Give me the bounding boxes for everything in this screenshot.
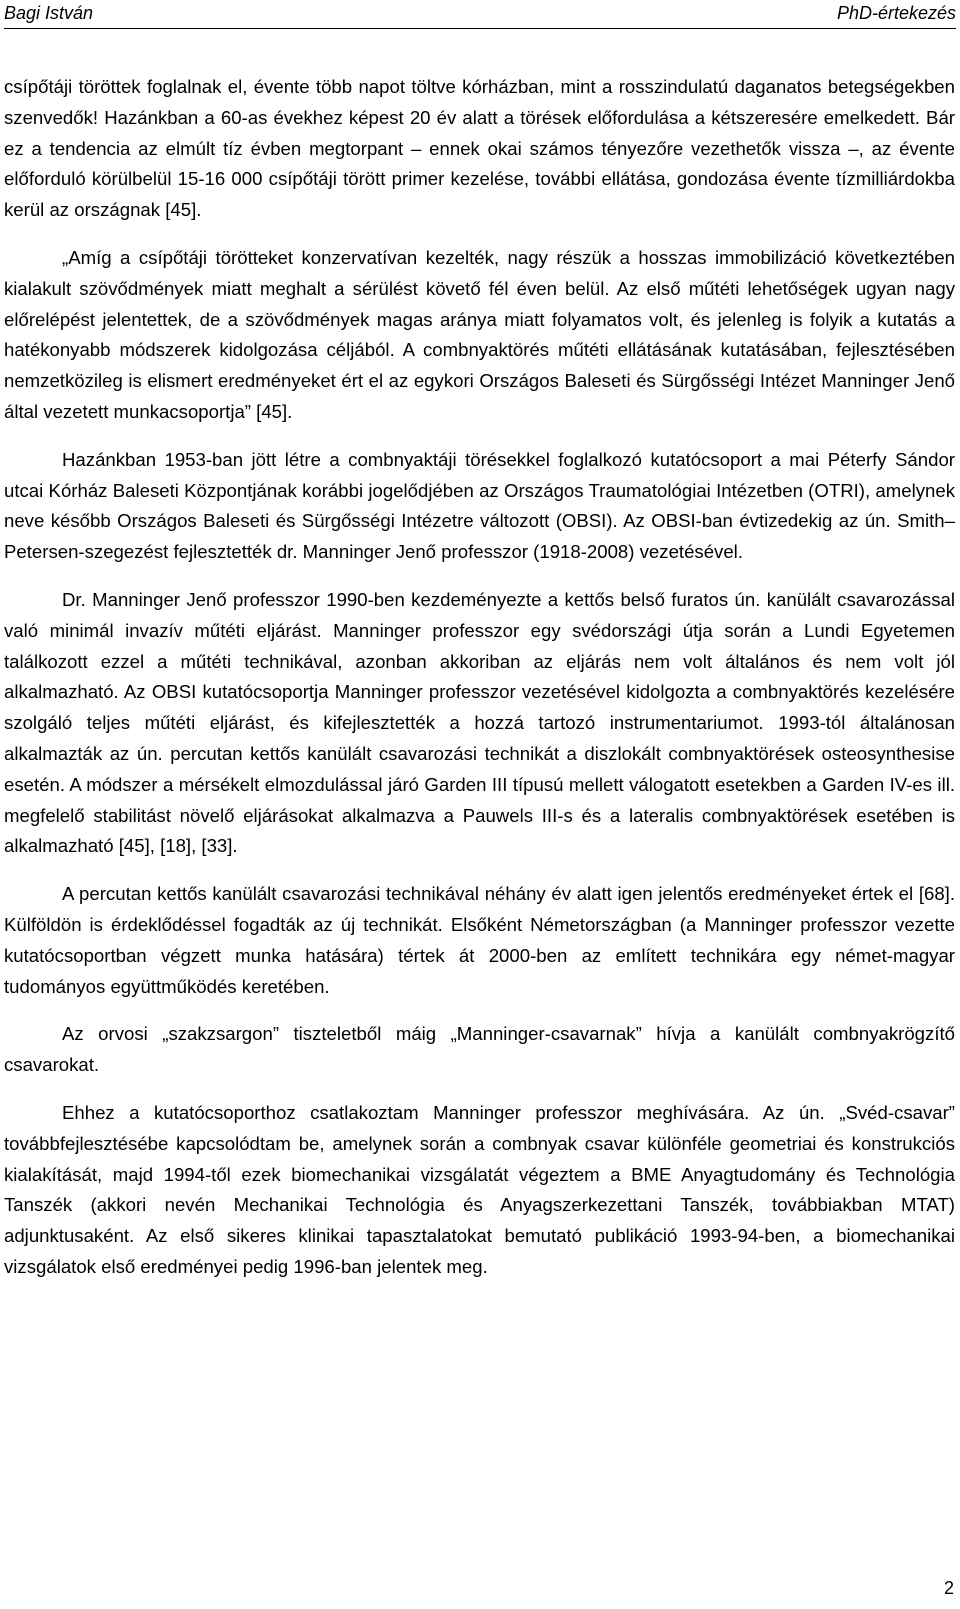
paragraph-jargon: Az orvosi „szakzsargon” tiszteletből máig „Manninger-csavarnak” hívja a kanülált combnyakrögzítő csavarokat.	[4, 1023, 955, 1076]
paragraph-continuation: csípőtáji töröttek foglalnak el, évente több napot töltve kórházban, mint a rosszindulatú daganatos betegségekben szenvedők! Hazánkban a 60-as évekhez képest 20 év alatt a törések előfordulása a kétszeresére emelkedett. Bár ez a tendencia az elmúlt tíz évben megtorpant – ennek okai számos tényezőre vezethetők vissza –, az évente előforduló körülbelül 15-16 000 csípőtáji törött primer kezelése, további ellátása, gondozása évente tízmilliárdokba kerül az országnak [45].	[4, 76, 955, 221]
running-header	[4, 0, 956, 29]
paragraph-quote: „Amíg a csípőtáji törötteket konzervatívan kezelték, nagy részük a hosszas immobilizáció következtében kialakult szövődmények miatt meghalt a sérülést követő fél éven belül. Az első műtéti lehetőségek ugyan nagy előrelépést jelentettek, de a szövődmények magas aránya miatt folyamatos volt, és jelenleg is folyik a kutatás a hatékonyabb módszerek kidolgozása céljából. A combnyaktörés műtéti ellátásának kutatásában, fejlesztésében nemzetközileg is elismert eredményeket ért el az egykori Országos Baleseti és Sürgősségi Intézet Manninger Jenő által vezetett munkacsoportja” [45].	[4, 246, 955, 422]
paragraph-results: A percutan kettős kanülált csavarozási technikával néhány év alatt igen jelentős eredményeket értek el [68]. Külföldön is érdeklődéssel fogadták az új technikát. Elsőként Németországban (a Manninger professzor vezette kutatócsoportban végzett munka hatására) tértek át 2000-ben az említett technikára egy német-magyar tudományos együttműködés keretében.	[4, 883, 955, 997]
paragraph-cannulated-screw: Dr. Manninger Jenő professzor 1990-ben kezdeményezte a kettős belső furatos ún. kanülált csavarozással való minimál invazív műtéti eljárást. Manninger professzor egy svédországi útja során a Lundi Egyetemen találkozott ezzel a műtéti technikával, azonban akkoriban az eljárás nem volt általános és nem volt jól alkalmazható. Az OBSI kutatócsoportja Manninger professzor vezetésével kidolgozta a combnyaktörés kezelésére szolgáló teljes műtéti eljárást, és kifejlesztették a hozzá tartozó instrumentariumot. 1993-tól általánosan alkalmazták az ún. percutan kettős kanülált csavarozási technikát a diszlokált combnyaktörések osteosynthesise esetén. A módszer a mérsékelt elmozdulással járó Garden III típusú mellett válogatott esetekben a Garden IV-es ill. megfelelő stabilitást növelő eljárásokat alkalmazva a Pauwels III-s és a lateralis combnyaktörések esetében is alkalmazható [45], [18], [33].	[4, 588, 955, 857]
header-document-type: PhD-értekezés	[836, 2, 956, 23]
header-author: Bagi István	[4, 2, 94, 23]
body-text	[4, 72, 955, 1300]
page-number: 2	[943, 1578, 954, 1598]
paragraph-joining: Ehhez a kutatócsoporthoz csatlakoztam Manninger professzor meghívására. Az ún. „Svéd-csavar” továbbfejlesztésébe kapcsolódtam be, amelynek során a combnyak csavar különféle geometriai és konstrukciós kialakítását, majd 1994-től ezek biomechanikai vizsgálatát végeztem a BME Anyagtudomány és Technológia Tanszék (akkori nevén Mechanikai Technológia és Anyagszerkezettani Tanszék, továbbiakban MTAT) adjunktusaként. Az első sikeres klinikai tapasztalatokat bemutató publikáció 1993-94-ben, a biomechanikai vizsgálatok első eredményei pedig 1996-ban jelentek meg.	[4, 1101, 955, 1277]
paragraph-research-group: Hazánkban 1953-ban jött létre a combnyaktáji törésekkel foglalkozó kutatócsoport a mai Péterfy Sándor utcai Kórház Baleseti Központjának korábbi jogelődjében az Országos Traumatológiai Intézetben (OTRI), amelynek neve később Országos Baleseti és Sürgősségi Intézetre változott (OBSI). Az OBSI-ban évtizedekig az ún. Smith–Petersen-szegezést fejlesztették dr. Manninger Jenő professzor (1918-2008) vezetésével.	[4, 448, 955, 563]
